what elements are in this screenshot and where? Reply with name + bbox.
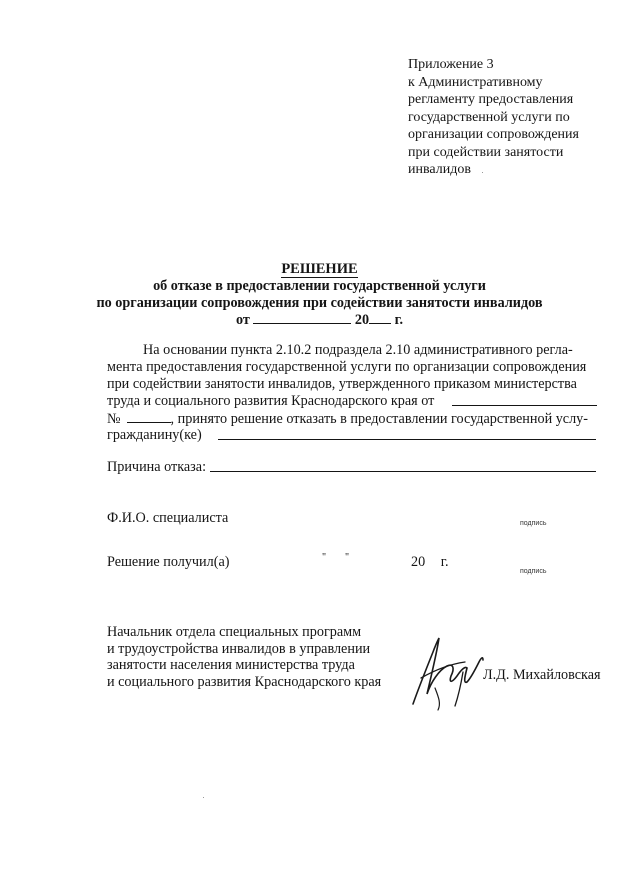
scan-speck — [482, 172, 483, 173]
body-line-2: мента предоставления государственной услуги по организации сопровождения — [107, 359, 587, 375]
received-year — [411, 554, 449, 571]
body-line-6 — [107, 427, 202, 444]
body-line-4 — [107, 393, 434, 410]
scan-speck — [203, 797, 204, 798]
date-year-suffix: г. — [394, 312, 404, 328]
appendix-line: организации сопровождения — [408, 127, 579, 142]
body-line-5-text: , принято решение отказать в предоставлении государственной услу- — [170, 411, 589, 427]
specialist-label: Ф.И.О. специалиста — [107, 510, 229, 526]
title-date-line — [0, 311, 639, 329]
position-line: Начальник отдела специальных программ — [107, 624, 362, 640]
appendix-line: Приложение 3 — [408, 57, 494, 72]
appendix-line: государственной услуги по — [408, 109, 570, 125]
year-blank — [369, 311, 391, 324]
body-line-5 — [107, 410, 588, 428]
quote-open: " — [322, 552, 327, 563]
body-line-1: На основании пункта 2.10.2 подраздела 2.10 административного регла- — [143, 342, 573, 358]
received-year-prefix: 20 — [411, 554, 426, 570]
order-number-label: № — [107, 411, 121, 427]
date-from-label: от — [235, 312, 250, 328]
position-line: занятости населения министерства труда — [107, 657, 355, 673]
refusal-reason-label: Причина отказа: — [107, 459, 207, 475]
handwritten-signature — [405, 632, 495, 712]
title-subline-2: по организации сопровождения при содействии занятости инвалидов — [96, 295, 543, 311]
citizen-name-blank — [218, 439, 596, 440]
date-blank — [253, 311, 351, 324]
document-title — [0, 261, 639, 278]
position-line: и социального развития Краснодарского края — [107, 673, 382, 690]
order-date-blank — [452, 405, 597, 406]
appendix-line: при содействии занятости — [408, 144, 564, 160]
body-line-4-text: труда и социального развития Краснодарского края от — [107, 393, 435, 409]
order-number-blank — [127, 410, 171, 423]
document-heading: РЕШЕНИЕ — [281, 261, 358, 277]
received-label: Решение получил(а) — [107, 554, 230, 570]
official-position — [107, 624, 381, 690]
appendix-line: к Административному — [408, 74, 543, 90]
appendix-line: инвалидов — [408, 162, 471, 177]
citizen-label: гражданину(ке) — [107, 427, 202, 443]
refusal-reason-blank — [210, 471, 596, 472]
position-line: и трудоустройства инвалидов в управлении — [107, 640, 371, 657]
signature-caption: подпись — [520, 568, 547, 575]
appendix-line: регламенту предоставления — [408, 92, 574, 107]
appendix-note — [408, 56, 579, 179]
date-year-prefix: 20 — [354, 312, 370, 328]
signature-caption: подпись — [520, 520, 547, 527]
quote-close: " — [345, 552, 350, 563]
title-subline-1: об отказе в предоставлении государственной услуги — [153, 278, 486, 294]
official-name: Л.Д. Михайловская — [483, 667, 601, 683]
received-year-suffix: г. — [440, 554, 449, 570]
body-line-3: при содействии занятости инвалидов, утвержденного приказом министерства — [107, 376, 577, 392]
